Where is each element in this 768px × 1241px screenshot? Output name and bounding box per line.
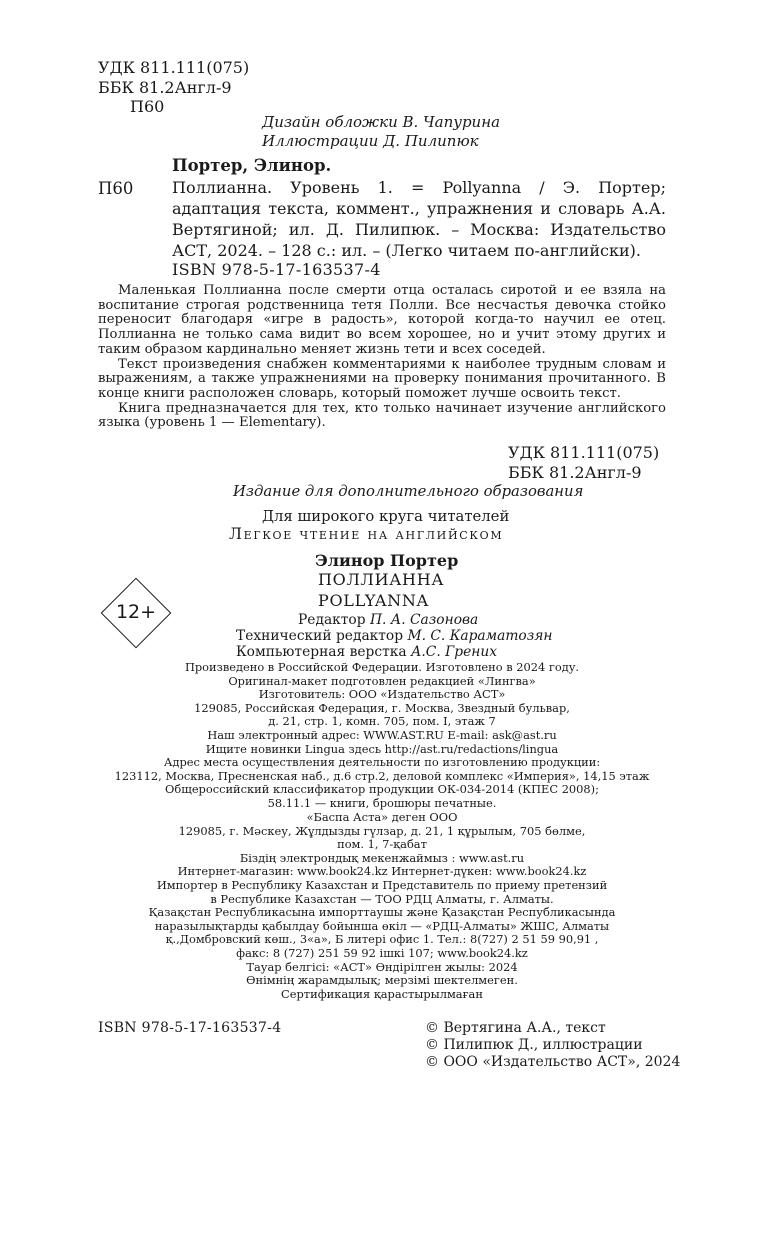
imprint-line: пом. 1, 7-қабат <box>337 837 427 852</box>
bbk-code: ББК 81.2Англ-9 <box>98 78 232 97</box>
imprint-line: факс: 8 (727) 251 59 92 ішкі 107; www.book24.kz <box>236 945 528 960</box>
imprint-line: 129085, г. Мәскеу, Жұлдызды гүлзар, д. 21, 1 құрылым, 705 бөлме, <box>178 823 586 838</box>
copyright-block <box>425 1020 680 1071</box>
imprint-line: Произведено в Российской Федерации. Изготовлено в 2024 году. <box>184 660 580 674</box>
imprint-line: Ищите новинки Lingua здесь http://ast.ru/redactions/lingua <box>205 741 559 756</box>
imprint-line: Өнімнің жарамдылық; мерзімі шектелмеген. <box>246 973 518 988</box>
imprint-line: Оригинал-макет подготовлен редакцией «Лингва» <box>228 673 536 688</box>
audience: Для широкого круга читателей <box>262 508 510 525</box>
bib-text: Поллианна. Уровень 1. = Pollyanna / Э. Портер; адаптация текста, коммент., упражнения и словарь А.А. Вертягиной; ил. Д. Пилипюк. – Москва: Издательство АСТ, 2024. – 128 с.: ил. – (Легко читаем по-английски). <box>172 178 666 260</box>
author-code-side: П60 <box>98 179 134 198</box>
abstract-paragraph: Текст произведения снабжен комментариями к наиболее трудным словам и выражениям, а также упражнениями на проверку понимания прочитанного. В конце книги расположен словарь, который поможет лучше освоить текст. <box>98 356 666 401</box>
isbn-footer: ISBN 978-5-17-163537-4 <box>98 1020 282 1036</box>
edition-type: Издание для дополнительного образования <box>233 483 584 500</box>
imprint-line: Қазақстан Республикасына импорттаушы және Қазақстан Республикасында <box>148 905 616 920</box>
book-title-en: POLLYANNA <box>318 591 429 610</box>
cover-design-credit: Дизайн обложки В. Чапурина <box>262 113 501 131</box>
abstract-codes <box>508 443 659 483</box>
imprint-line: Изготовитель: ООО «Издательство АСТ» <box>258 687 506 702</box>
book-author: Элинор Портер <box>315 551 459 570</box>
imprint-line: наразылықтарды қабылдау бойынша өкіл — «РДЦ-Алматы» ЖШС, Алматы <box>154 918 610 933</box>
imprint-line: қ.,Домбровский көш., 3«а», Б литері офис 1. Тел.: 8(727) 2 51 59 90,91 , <box>165 932 599 947</box>
design-credits <box>262 113 500 151</box>
age-rating-badge <box>100 577 172 649</box>
editor-label: Редактор <box>298 612 366 628</box>
illustrations-credit: Иллюстрации Д. Пилипюк <box>262 132 479 150</box>
layout-line <box>236 644 552 660</box>
editorial-staff <box>236 612 552 660</box>
imprint-line: Интернет-магазин: www.book24.kz Интернет-дүкен: www.book24.kz <box>177 864 587 879</box>
imprint-line: д. 21, стр. 1, комн. 705, пом. I, этаж 7 <box>268 714 496 729</box>
imprint-line: 129085, Российская Федерация, г. Москва, Звездный бульвар, <box>194 700 570 715</box>
imprint-line: 58.11.1 — книги, брошюры печатные. <box>267 795 497 810</box>
udk-code-repeat: УДК 811.111(075) <box>508 443 660 462</box>
copyright-line: © Пилипюк Д., иллюстрации <box>425 1037 643 1053</box>
imprint-kazakhstan <box>98 811 666 1001</box>
age-rating-text: 12+ <box>115 601 157 623</box>
imprint-line: 123112, Москва, Пресненская наб., д.6 стр.2, деловой комплекс «Империя», 14,15 этаж <box>114 768 650 783</box>
imprint-russia <box>98 661 666 811</box>
imprint-line: Наш электронный адрес: WWW.AST.RU E-mail: ask@ast.ru <box>207 727 557 742</box>
imprint-line: Импортер в Республику Казахстан и Представитель по приему претензий <box>156 877 608 892</box>
layout-name: А.С. Грених <box>410 644 498 660</box>
abstract-paragraph: Книга предназначается для тех, кто только начинает изучение английского языка (уровень 1 — Elementary). <box>98 400 666 431</box>
imprint-line: «Баспа Аста» деген ООО <box>306 810 458 824</box>
abstract <box>98 284 666 431</box>
isbn-main: ISBN 978-5-17-163537-4 <box>172 260 381 279</box>
bbk-code-repeat: ББК 81.2Англ-9 <box>508 463 642 482</box>
classification-codes <box>98 58 249 98</box>
abstract-paragraph: Маленькая Поллианна после смерти отца осталась сиротой и ее взяла на воспитание строгая родственница тетя Полли. Все несчастья девочка стойко переносит благодаря «игре в радость», которой когда-то научил ее отец. Поллианна не только сама видит во всем хорошее, но и учит этому других и таким образом кардинально меняет жизнь тети и всех соседей. <box>98 283 666 357</box>
imprint-line: Общероссийский классификатор продукции ОК-034-2014 (КПЕС 2008); <box>165 782 599 797</box>
imprint-line: Біздің электрондық мекенжаймыз : www.ast.ru <box>239 850 525 865</box>
editor-line <box>236 612 552 628</box>
copyright-line: © Вертягина А.А., текст <box>425 1020 606 1036</box>
bibliographic-description <box>172 177 666 261</box>
layout-label: Компьютерная верстка <box>236 644 407 660</box>
tech-editor-label: Технический редактор <box>236 628 404 644</box>
author-heading: Портер, Элинор. <box>172 156 332 175</box>
imprint-line: в Республике Казахстан — ТОО РДЦ Алматы, г. Алматы. <box>210 891 554 906</box>
copyright-line: © ООО «Издательство АСТ», 2024 <box>425 1054 681 1070</box>
tech-editor-line <box>236 628 552 644</box>
author-code: П60 <box>130 97 165 116</box>
editor-name: П. А. Сазонова <box>369 612 479 628</box>
book-title-ru: ПОЛЛИАННА <box>318 570 445 589</box>
imprint-line: Адрес места осуществления деятельности по изготовлению продукции: <box>163 755 601 770</box>
imprint-line: Сертификация қарастырылмаған <box>281 986 483 1001</box>
imprint-line: Тауар белгісі: «АСТ» Өндірілген жылы: 2024 <box>246 959 518 974</box>
series-title: Легкое чтение на английском <box>229 525 504 543</box>
tech-editor-name: М. С. Караматозян <box>407 628 553 644</box>
udk-code: УДК 811.111(075) <box>98 58 250 77</box>
